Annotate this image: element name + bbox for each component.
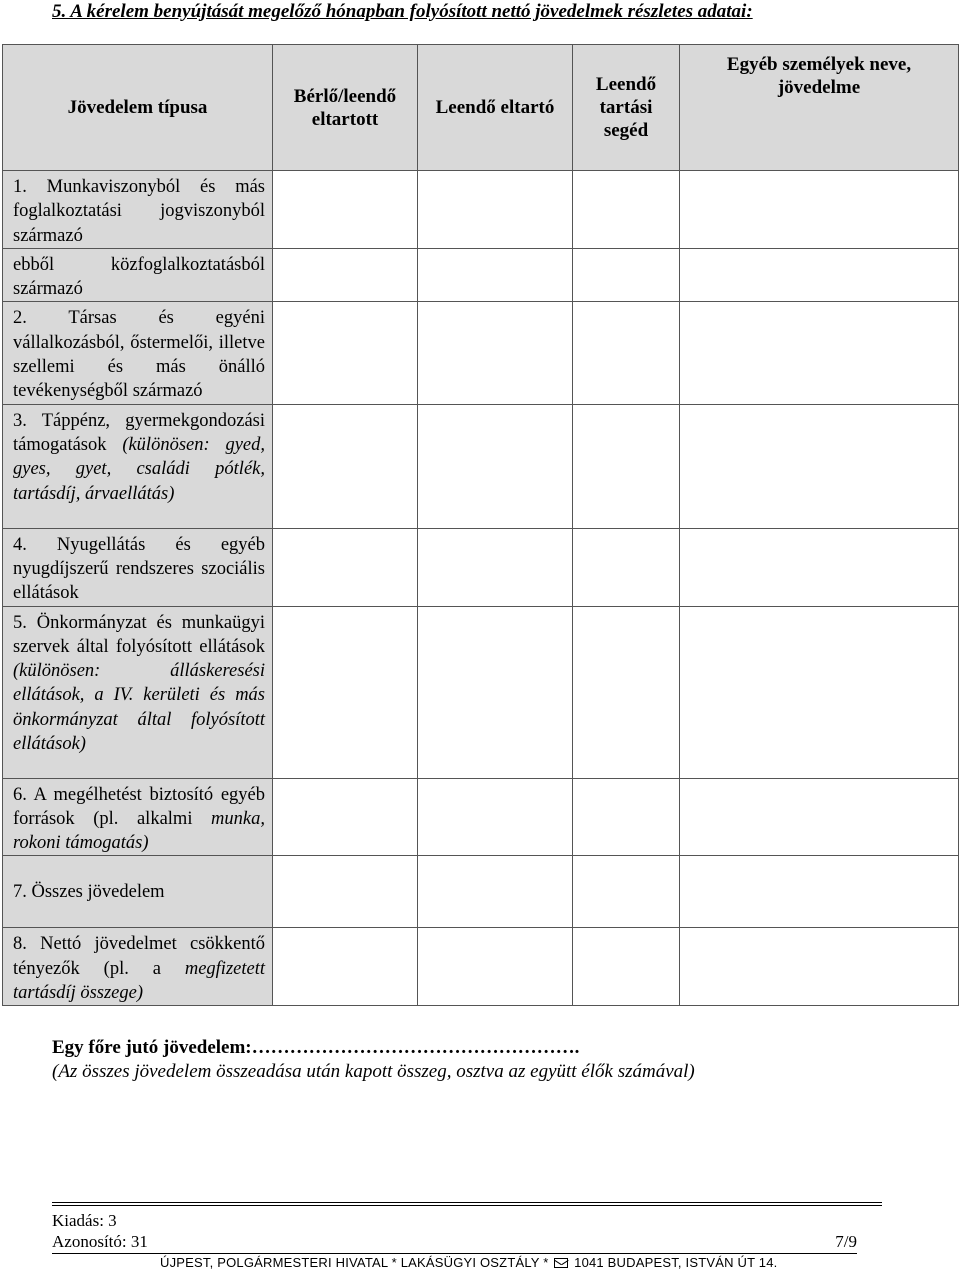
table-row bbox=[3, 302, 959, 404]
table-row bbox=[3, 778, 959, 856]
input-cell[interactable] bbox=[680, 856, 959, 928]
input-cell[interactable] bbox=[573, 528, 680, 606]
table-row bbox=[3, 928, 959, 1006]
header-tenant: Bérlő/leendő eltartott bbox=[273, 45, 418, 171]
header-helper: Leendő tartási segéd bbox=[573, 45, 680, 171]
input-cell[interactable] bbox=[573, 302, 680, 404]
input-cell[interactable] bbox=[273, 606, 418, 778]
footer-edition: Kiadás: 3 bbox=[52, 1211, 117, 1230]
income-table bbox=[2, 44, 959, 1006]
row-label-total: 7. Összes jövedelem bbox=[3, 856, 273, 928]
input-cell[interactable] bbox=[680, 171, 959, 249]
input-cell[interactable] bbox=[573, 404, 680, 528]
input-cell[interactable] bbox=[418, 856, 573, 928]
input-cell[interactable] bbox=[418, 171, 573, 249]
row-label-sick-pay: 3. Táppénz, gyermekgondozási támogatások (különösen: gyed, gyes, gyet, családi pótlék, tartásdíj, árvaellátás) bbox=[3, 404, 273, 528]
header-income-type: Jövedelem típusa bbox=[3, 45, 273, 171]
address-office: ÚJPEST, POLGÁRMESTERI HIVATAL * LAKÁSÜGYI OSZTÁLY * bbox=[160, 1255, 549, 1270]
footer-address bbox=[160, 1254, 780, 1271]
per-capita-section bbox=[52, 1036, 932, 1084]
input-cell[interactable] bbox=[573, 856, 680, 928]
address-street: 1041 BUDAPEST, ISTVÁN ÚT 14. bbox=[574, 1255, 778, 1270]
input-cell[interactable] bbox=[680, 928, 959, 1006]
envelope-icon bbox=[554, 1258, 568, 1268]
input-cell[interactable] bbox=[418, 302, 573, 404]
header-others bbox=[680, 45, 959, 171]
input-cell[interactable] bbox=[573, 928, 680, 1006]
input-cell[interactable] bbox=[418, 528, 573, 606]
table-row bbox=[3, 856, 959, 928]
input-cell[interactable] bbox=[573, 778, 680, 856]
input-cell[interactable] bbox=[680, 606, 959, 778]
row-label-deductions: 8. Nettó jövedelmet csökkentő tényezők (pl. a megfizetett tartásdíj összege) bbox=[3, 928, 273, 1006]
input-cell[interactable] bbox=[273, 778, 418, 856]
row-label-pension: 4. Nyugellátás és egyéb nyugdíjszerű rendszeres szociális ellátások bbox=[3, 528, 273, 606]
row-label-enterprise: 2. Társas és egyéni vállalkozásból, őstermelői, illetve szellemi és más önálló tevékenységből származó bbox=[3, 302, 273, 404]
table-row bbox=[3, 606, 959, 778]
per-capita-note: (Az összes jövedelem összeadása után kapott összeg, osztva az együtt élők számával) bbox=[52, 1061, 695, 1082]
input-cell[interactable] bbox=[680, 248, 959, 302]
input-cell[interactable] bbox=[573, 606, 680, 778]
table-row bbox=[3, 171, 959, 249]
input-cell[interactable] bbox=[680, 302, 959, 404]
row-label-employment: 1. Munkaviszonyból és más foglalkoztatási jogviszonyból származó bbox=[3, 171, 273, 249]
header-others-label: Egyéb személyek neve, jövedelme bbox=[726, 54, 912, 98]
input-cell[interactable] bbox=[273, 404, 418, 528]
footer-divider bbox=[52, 1202, 882, 1206]
row-label-other-sources: 6. A megélhetést biztosító egyéb források (pl. alkalmi munka, rokoni támogatás) bbox=[3, 778, 273, 856]
section-heading: 5. A kérelem benyújtását megelőző hónapban folyósított nettó jövedelmek részletes adatai: bbox=[52, 1, 753, 22]
footer-page-number: 7/9 bbox=[835, 1232, 857, 1251]
row-label-public-work: ebből közfoglalkoztatásból származó bbox=[3, 248, 273, 302]
input-cell[interactable] bbox=[418, 248, 573, 302]
input-cell[interactable] bbox=[680, 404, 959, 528]
input-cell[interactable] bbox=[273, 928, 418, 1006]
row-label-municipal: 5. Önkormányzat és munkaügyi szervek által folyósított ellátások (különösen: álláskeresési ellátások, a IV. kerületi és más önkormányzat által folyósított ellátások) bbox=[3, 606, 273, 778]
input-cell[interactable] bbox=[680, 528, 959, 606]
input-cell[interactable] bbox=[573, 171, 680, 249]
input-cell[interactable] bbox=[418, 928, 573, 1006]
input-cell[interactable] bbox=[273, 171, 418, 249]
input-cell[interactable] bbox=[273, 248, 418, 302]
input-cell[interactable] bbox=[418, 606, 573, 778]
per-capita-label[interactable]: Egy főre jutó jövedelem:……………………………………………. bbox=[52, 1037, 580, 1058]
input-cell[interactable] bbox=[273, 856, 418, 928]
table-row bbox=[3, 248, 959, 302]
input-cell[interactable] bbox=[418, 778, 573, 856]
input-cell[interactable] bbox=[273, 302, 418, 404]
table-row bbox=[3, 528, 959, 606]
footer-identifier: Azonosító: 31 bbox=[52, 1232, 148, 1251]
input-cell[interactable] bbox=[273, 528, 418, 606]
input-cell[interactable] bbox=[418, 404, 573, 528]
input-cell[interactable] bbox=[573, 248, 680, 302]
header-supporter: Leendő eltartó bbox=[418, 45, 573, 171]
input-cell[interactable] bbox=[680, 778, 959, 856]
table-row bbox=[3, 404, 959, 528]
footer bbox=[52, 1210, 857, 1252]
